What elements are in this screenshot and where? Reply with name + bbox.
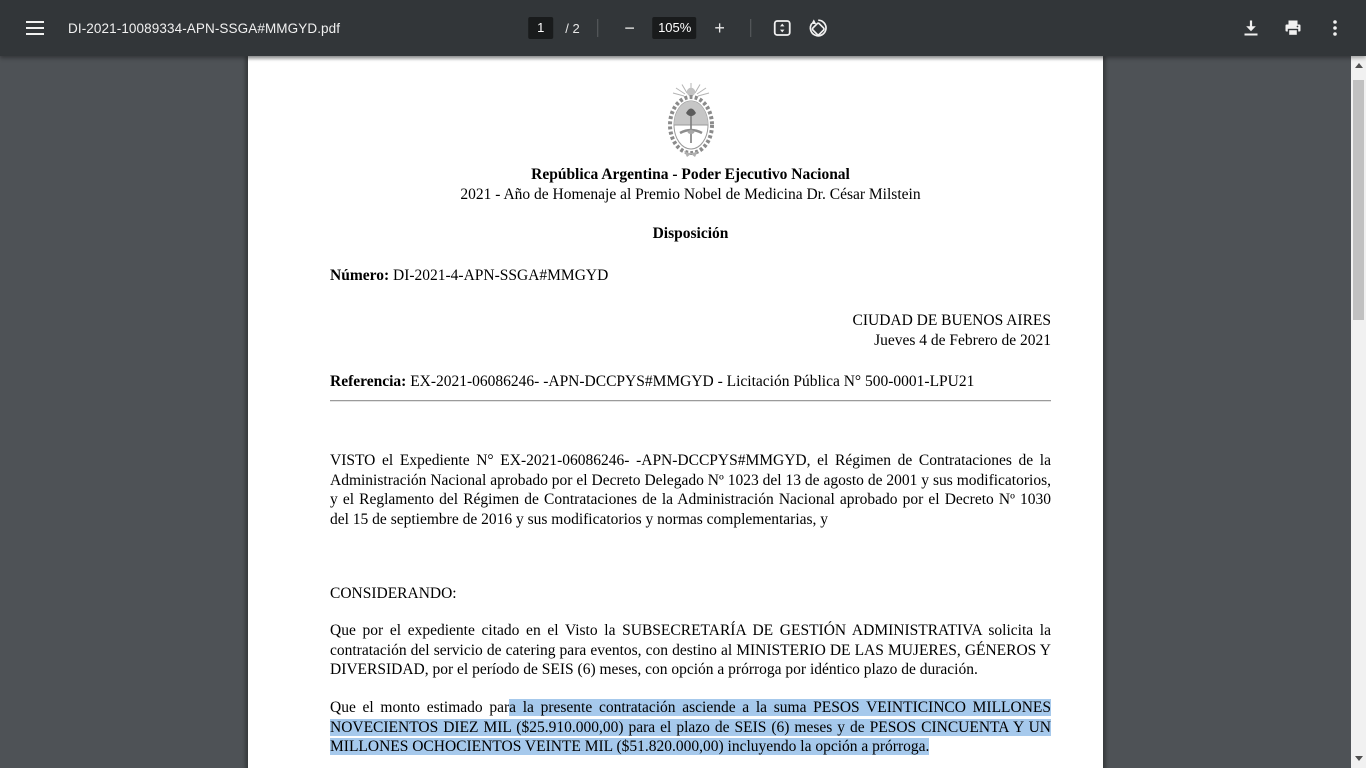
city-date-block <box>330 311 1051 350</box>
document-title: DI-2021-10089334-APN-SSGA#MMGYD.pdf <box>68 20 341 36</box>
page-number-input[interactable]: 1 <box>528 17 553 39</box>
year-homage-line: 2021 - Año de Homenaje al Premio Nobel de Medicina Dr. César Milstein <box>460 185 921 203</box>
visto-paragraph: VISTO el Expediente N° EX-2021-06086246- -APN-DCCPYS#MMGYD, el Régimen de Contrataciones de la Administración Nacional aprobado por el Decreto Delegado Nº 1023 del 13 de agosto de 2001 y sus modificatorios, y el Reglamento del Régimen de Contrataciones de la Administración Nacional aprobado por el Decreto Nº 1030 del 15 de septiembre de 2016 y sus modificatorios y normas complementarias, y <box>330 452 1051 528</box>
pdf-toolbar <box>0 0 1366 56</box>
referencia-value: EX-2021-06086246- -APN-DCCPYS#MMGYD - Licitación Pública N° 500-0001-LPU21 <box>410 372 975 390</box>
considerando-paragraph-1: Que por el expediente citado en el Visto la SUBSECRETARÍA DE GESTIÓN ADMINISTRATIVA solicita la contratación del servicio de catering para eventos, con destino al MINISTERIO DE LAS MUJERES, GÉNEROS Y DIVERSIDAD, por el período de SEIS (6) meses, con opción a prórroga por idéntico plazo de duración. <box>330 622 1051 679</box>
horizontal-rule <box>330 400 1051 402</box>
zoom-out-button[interactable]: − <box>617 15 643 41</box>
city-line: CIUDAD DE BUENOS AIRES <box>852 312 1051 330</box>
argentina-coat-of-arms <box>330 83 1051 159</box>
more-options-button[interactable] <box>1322 15 1348 41</box>
considerando-heading: CONSIDERANDO: <box>330 584 457 602</box>
scroll-up-button[interactable] <box>1351 58 1366 73</box>
print-button[interactable] <box>1280 15 1306 41</box>
rotate-button[interactable] <box>806 15 832 41</box>
numero-line <box>330 266 1051 286</box>
scroll-down-icon <box>1355 756 1363 761</box>
three-dot-menu-icon <box>1325 18 1345 38</box>
download-icon <box>1241 18 1261 38</box>
print-icon <box>1283 18 1303 38</box>
date-line: Jueves 4 de Febrero de 2021 <box>874 331 1051 349</box>
page-total-label: / 2 <box>565 20 580 36</box>
rotate-icon <box>808 17 830 39</box>
scroll-down-button[interactable] <box>1351 751 1366 766</box>
fit-to-page-button[interactable] <box>770 15 796 41</box>
toolbar-divider <box>598 19 599 37</box>
republic-header: República Argentina - Poder Ejecutivo Nacional <box>531 166 850 183</box>
referencia-label: Referencia: <box>330 372 407 390</box>
numero-value: DI-2021-4-APN-SSGA#MMGYD <box>393 266 609 284</box>
considerando-paragraph-2 <box>330 698 1051 757</box>
fit-to-page-icon <box>773 18 793 38</box>
zoom-in-button[interactable]: + <box>707 15 733 41</box>
hamburger-icon <box>26 21 44 35</box>
toolbar-divider <box>751 19 752 37</box>
pdf-viewer-canvas[interactable] <box>0 56 1366 768</box>
zoom-level-input[interactable]: 105% <box>653 17 697 39</box>
menu-button[interactable] <box>22 15 48 41</box>
numero-label: Número: <box>330 266 390 284</box>
download-button[interactable] <box>1238 15 1264 41</box>
document-type-heading: Disposición <box>652 225 729 243</box>
vertical-scrollbar[interactable] <box>1351 56 1366 768</box>
referencia-line <box>330 372 1051 392</box>
paragraph-2-prefix: Que el monto estimado par <box>330 698 510 716</box>
pdf-page-1 <box>248 56 1103 768</box>
scroll-up-icon <box>1355 63 1363 68</box>
selected-text: a la presente contratación asciende a la suma PESOS VEINTICINCO MILLONES NOVECIENTOS DIEZ MIL ($25.910.000,00) para el plazo de SEIS (6) meses y de PESOS CINCUENTA Y UN MILLONES OCHOCIENTOS VEINTE MIL ($51.820.000,00) incluyendo la opción a prórroga. <box>330 698 1052 756</box>
scrollbar-thumb[interactable] <box>1353 80 1364 320</box>
